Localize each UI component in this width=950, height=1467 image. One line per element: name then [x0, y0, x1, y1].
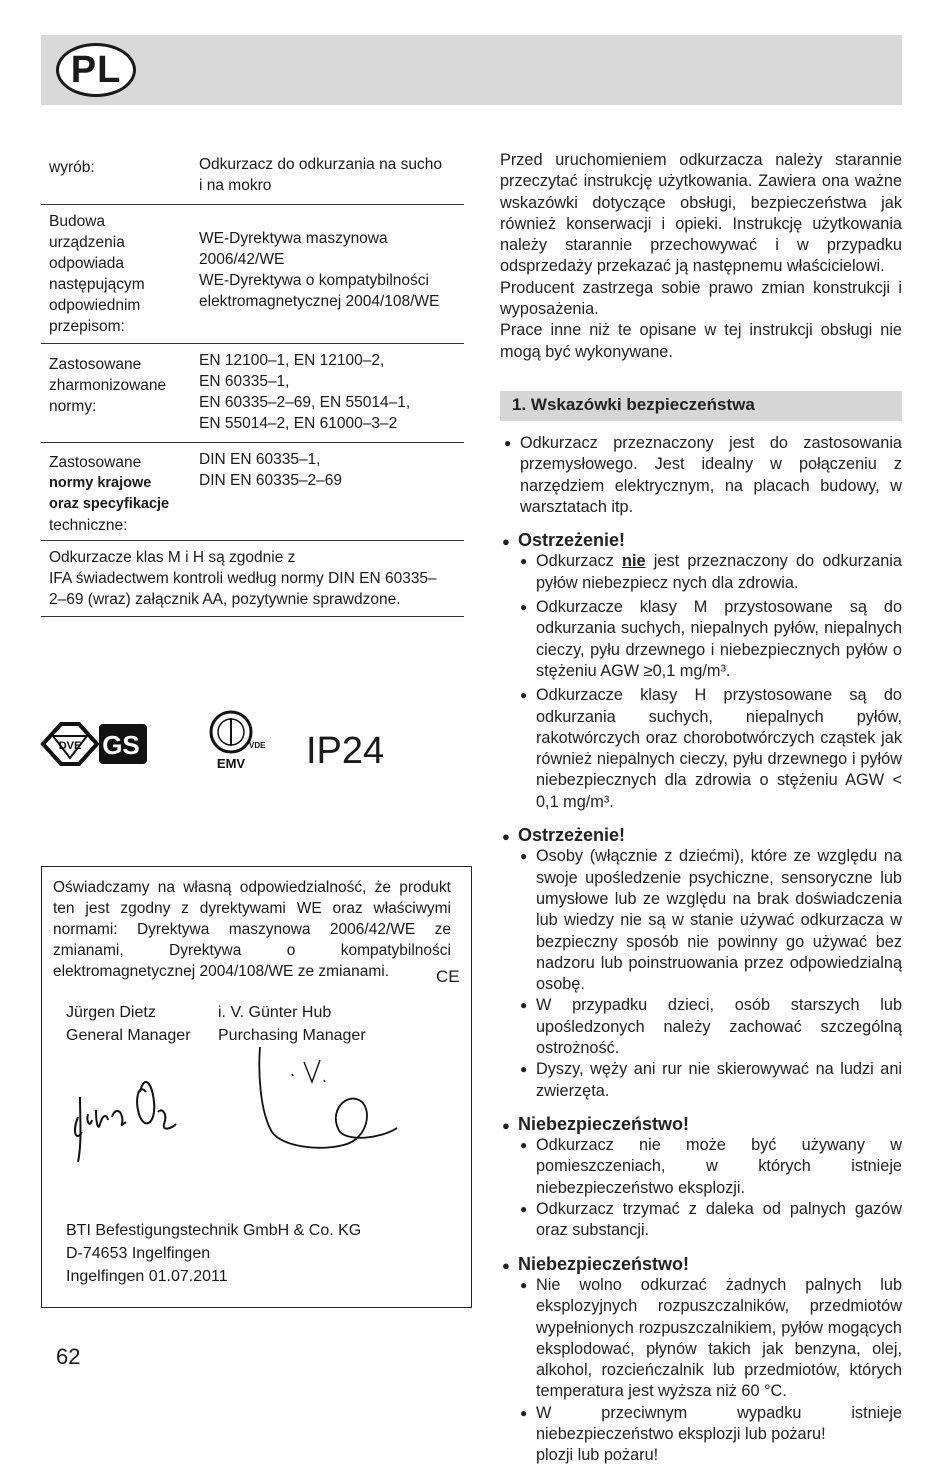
- intro-paragraph: Przed uruchomieniem odkurzacza należy starannie przeczytać instrukcję użytkowania. Zawiera ona ważne wskazówki dotyczące obsługi, bezpieczeństwa jak również konserwacji i opieki. Instrukcję użytkowania należy starannie przechowywać i w przypadku odsprzedaży przekazać ją następnemu właścicielowi.: [500, 151, 902, 276]
- spec-label: Zastosowane zharmonizowane normy:: [49, 356, 167, 415]
- spec-label: [49, 449, 199, 536]
- dve-logo: [41, 722, 99, 766]
- spec-value: WE-Dyrektywa maszynowa 2006/42/WE WE-Dyrektywa o kompatybilności elektromagnetycznej 2004/108/WE: [199, 230, 440, 310]
- signatory-1: [66, 1001, 218, 1047]
- spec-test-note: Odkurzacze klas M i H są zgodnie z IFA świadectwem kontroli według normy DIN EN 60335– 2–69 (wraz) załącznik AA, pozytywnie sprawdzone.: [41, 541, 464, 617]
- signatory-2: [218, 1001, 418, 1047]
- section-title: 1. Wskazówki bezpieczeństwa: [500, 391, 902, 421]
- declaration-of-conformity: [41, 866, 472, 1308]
- spec-row-directives: [41, 205, 464, 344]
- spec-value: Odkurzacz do odkurzania na sucho i na mokro: [199, 156, 442, 194]
- gs-logo-text: GS: [102, 730, 140, 760]
- signature-hub: [252, 1042, 402, 1162]
- list-item: ● Odkurzacze klasy M przystosowane są do odkurzania suchych, niepalnych pyłów, niepalnych cieczy, pyłu drzewnego i niebezpiecznych pyłów o stężeniu AGW ≥0,1 mg/m³.: [500, 597, 902, 682]
- spec-value: EN 12100–1, EN 12100–2, EN 60335–1, EN 60335–2–69, EN 55014–1, EN 55014–2, EN 61000–3–2: [199, 352, 411, 432]
- list-item: [500, 551, 902, 594]
- signatory-title: General Manager: [66, 1027, 191, 1044]
- spec-label: wyrób:: [49, 159, 95, 176]
- spec-row-product: [41, 148, 464, 205]
- certification-logos: [41, 700, 464, 780]
- list-item: ● Nie wolno odkurzać żadnych palnych lub eksplozyjnych rozpuszczalników, przedmiotów wypełnionych rozpuszczalnikiem, pyłów mogących eksplodować, płynów takich jak benzyna, olej, alkohol, rozcieńczalnik lub przedmiotów, których temperatura jest wyższa niż 60 °C.: [500, 1275, 902, 1403]
- gs-logo: [97, 722, 149, 766]
- spec-label-part: Zastosowane: [49, 454, 142, 471]
- place-and-date: Ingelfingen 01.07.2011: [66, 1268, 228, 1285]
- emv-vde-logo: [205, 708, 265, 770]
- company-block: [66, 1219, 361, 1288]
- product-spec-table: [41, 148, 464, 617]
- vde-mark-text: VDE: [249, 741, 266, 750]
- danger-heading: ● Niebezpieczeństwo!: [500, 1114, 902, 1135]
- warning-heading: ● Ostrzeżenie!: [500, 530, 902, 551]
- company-name: BTI Befestigungstechnik GmbH & Co. KG: [66, 1222, 362, 1239]
- spec-label-part: techniczne:: [49, 517, 128, 534]
- dve-logo-text: DVE: [58, 740, 82, 752]
- signature-dietz: [68, 1062, 198, 1172]
- warning-heading: ● Ostrzeżenie!: [500, 825, 902, 846]
- spec-row-harmonized-norms: [41, 344, 464, 443]
- list-item: ● Odkurzacz nie może być używany w pomieszczeniach, w których istnieje niebezpieczeństwo eksplozji.: [500, 1135, 902, 1199]
- spec-value: DIN EN 60335–1, DIN EN 60335–2–69: [199, 451, 343, 489]
- spec-label-bold: normy krajowe oraz specyfikacje: [49, 475, 170, 512]
- page-number: 62: [56, 1344, 81, 1369]
- emv-text: EMV: [216, 756, 246, 771]
- danger-heading: ● Niebezpieczeństwo!: [500, 1254, 902, 1275]
- list-item-text: Odkurzacz nie jest przeznaczony do odkurzania pyłów niebezpiecz nych dla zdrowia.: [536, 552, 902, 592]
- list-item: ● W przypadku dzieci, osób starszych lub upośledzonych należy zachować szczególną ostrożność.: [500, 995, 902, 1059]
- language-badge: PL: [56, 43, 136, 97]
- instructions-column: [500, 150, 902, 1467]
- ip-rating: IP24: [306, 730, 385, 772]
- signatory-name: i. V. Günter Hub: [218, 1004, 332, 1021]
- list-item: ● W przeciwnym wypadku istnieje niebezpieczeństwo eksplozji lub pożaru! plozji lub pożaru!: [500, 1403, 902, 1467]
- list-item: ● Odkurzacz przeznaczony jest do zastosowania przemysłowego. Jest idealny w połączeniu z narzędziem elektrycznym, na placach budowy, w warsztatach itp.: [500, 433, 902, 518]
- company-address: D-74653 Ingelfingen: [66, 1245, 211, 1262]
- list-item: ● Odkurzacze klasy H przystosowane są do odkurzania suchych, niepalnych pyłów, rakotwórczych oraz chorobotwórczych cząstek jak również niepalnych cieczy, pyłu drzewnego i pyłów niebezpiecznych dla zdrowia o stężeniu AGW < 0,1 mg/m³.: [500, 685, 902, 813]
- declaration-text: Oświadczamy na własną odpowiedzialność, że produkt ten jest zgodny z dyrektywami WE oraz właściwymi normami: Dyrektywa maszynowa 2006/42/WE ze zmianami, Dyrektywa o kompatybilności elektromagnetycznej 2004/108/WE ze zmianami.: [53, 879, 451, 980]
- intro-paragraph: Producent zastrzega sobie prawo zmian konstrukcji i wyposażenia.: [500, 278, 902, 319]
- ce-mark: CE: [436, 967, 460, 986]
- signatory-title: Purchasing Manager: [218, 1027, 366, 1044]
- list-item: ● Osoby (włącznie z dziećmi), które ze względu na swoje upośledzenie psychiczne, sensoryczne lub umysłowe lub ze względu na brak doświadczenia lub wiedzy nie są w stanie używać odkurzacza w bezpieczny sposób nie powinny go używać bez nadzoru lub poinstruowania przez odpowiedzialną osobę.: [500, 846, 902, 995]
- list-item: ● Dyszy, węży ani rur nie skierowywać na ludzi ani zwierzęta.: [500, 1059, 902, 1102]
- signatories: [66, 1001, 456, 1047]
- signatory-name: Jürgen Dietz: [66, 1004, 156, 1021]
- spec-label: Budowa urządzenia odpowiada następującym odpowiednim przepisom:: [49, 213, 145, 335]
- spec-row-national-norms: [41, 443, 464, 541]
- intro-paragraph: Prace inne niż te opisane w tej instrukcji obsługi nie mogą być wykonywane.: [500, 321, 902, 361]
- language-header-band: [41, 35, 902, 105]
- list-item: ● Odkurzacz trzymać z daleka od palnych gazów oraz substancji.: [500, 1199, 902, 1242]
